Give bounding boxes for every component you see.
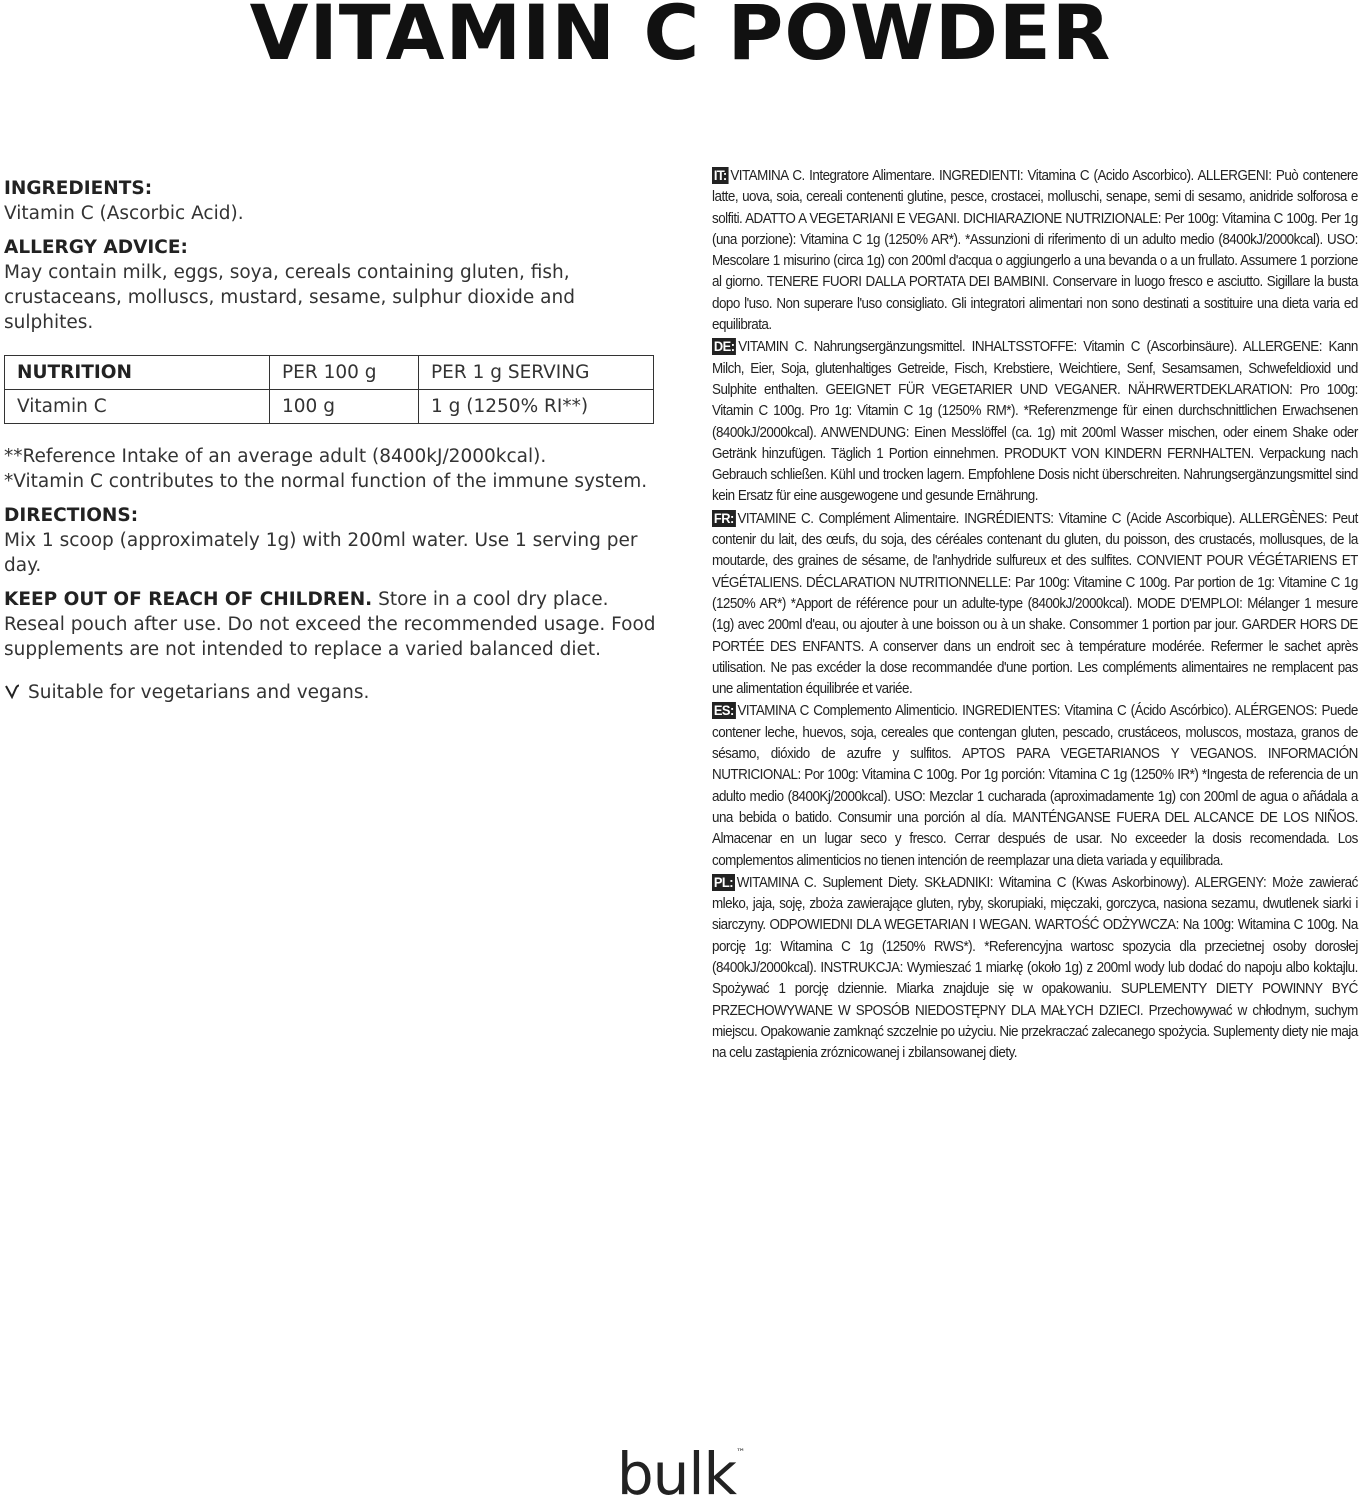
vegan-text: Suitable for vegetarians and vegans. (28, 682, 370, 703)
translation-fr (712, 509, 1358, 701)
translation-text: VITAMINE C. Complément Alimentaire. INGRÉDIENTS: Vitamine C (Acide Ascorbique). ALLERGÈNES: Peut contenir du lait, des œufs, du soja, des céréales contenant du gluten, du poisson, des crustacés, mollusques, de la moutarde, des graines de sésame, de l'anhydride sulfureux et des sulfites. CONVIENT POUR VÉGÉTARIENS ET VÉGÉTALIENS. DÉCLARATION NUTRITIONNELLE: Par 100g: Vitamine C 100g. Par portion de 1g: Vitamine C 1g (1250% AR*) *Apport de référence pour un adulte-type (8400kJ/2000kcal). MODE D'EMPLOI: Mélanger 1 mesure (1g) avec 200ml d'eau, ou ajouter à une boisson ou à un shake. Consommer 1 portion par jour. GARDER HORS DE PORTÉE DES ENFANTS. A conserver dans un endroit sec à température modérée. Refermer le sachet après utilisation. Ne pas excéder la dose recommandée d'une portion. Les compléments alimentaires ne remplacent pas une alimentation équilibrée et variée. (712, 510, 1358, 698)
translation-text: VITAMINA C. Integratore Alimentare. INGREDIENTI: Vitamina C (Acido Ascorbico). ALLERGENI: Può contenere latte, uova, soia, cereali contenenti glutine, pesce, crostacei, molluschi, senape, semi di sesamo, anidride solforosa e solfiti. ADATTO A VEGETARIANI E VEGANI. DICHIARAZIONE NUTRIZIONALE: Per 100g: Vitamina C 100g. Per 1g (una porzione): Vitamina C 1g (1250% AR*). *Assunzioni di riferimento di un adulto medio (8400kJ/2000kcal). USO: Mescolare 1 misurino (circa 1g) con 200ml d'acqua o aggiungerlo a una bevanda o a un frullato. Assumere 1 porzione al giorno. TENERE FUORI DALLA PORTATA DEI BAMBINI. Conservare in luogo fresco e asciutto. Sigillare la busta dopo l'uso. Non superare l'uso consigliato. Gli integratori alimentari non sono destinati a sostituire una dieta varia ed equilibrata. (712, 168, 1358, 334)
translation-de (712, 337, 1358, 507)
ingredients-heading: INGREDIENTS: (4, 178, 153, 199)
language-code-badge: FR: (713, 509, 734, 526)
language-code-badge: PL: (713, 873, 734, 890)
ingredients-text: Vitamin C (Ascorbic Acid). (4, 203, 244, 224)
nutrition-header-cell: PER 100 g (270, 356, 419, 390)
translation-pl (712, 873, 1358, 1065)
language-code-badge: DE: (713, 338, 735, 355)
translation-text: WITAMINA C. Suplement Diety. SKŁADNIKI: Witamina C (Kwas Askorbinowy). ALERGENY: Może zawierać mleko, jaja, soję, zboża zawierające gluten, ryby, skorupiaki, mięczaki, gorczyca, nasiona sezamu, dwutlenek siarki i siarczyny. ODPOWIEDNI DLA WEGETARIAN I WEGAN. WARTOŚĆ ODŻYWCZA: Na 100g: Witamina C 100g. Na porcję 1g: Witamina C 1g (1250% RWS*). *Referencyjna wartosc spozycia dla przecietnej osoby dorosłej (8400kJ/2000kcal). INSTRUKCJA: Wymieszać 1 miarkę (około 1g) z 200ml wody lub dodać do napoju albo koktajlu. Spożywać 1 porcję dziennie. Miarka znajduje się w opakowaniu. SUPLEMENTY DIETY POWINNY BYĆ PRZECHOWYWANE W SPOSÓB NIEDOSTĘPNY DLA MAŁYCH DZIECI. Przechowywać w chłodnym, suchym miejscu. Opakowanie zamknąć szczelnie po użyciu. Nie przekraczać zalecanego spożycia. Suplementy diety nie maja na celu zastąpienia zróznicowanej i zbilansowanej diety. (712, 874, 1358, 1062)
page-title: VITAMIN C POWDER (249, 0, 1112, 77)
nutrition-cell: 1 g (1250% RI**) (419, 390, 654, 424)
translation-text: VITAMINA C Complemento Alimenticio. INGREDIENTES: Vitamina C (Ácido Ascórbico). ALÉRGENOS: Puede contener leche, huevos, soja, cereales que contengan gluten, pescado, crustáceos, moluscos, mostaza, granos de sésamo, dióxido de azufre y sulfitos. APTOS PARA VEGETARIANOS Y VEGANOS. INFORMACIÓN NUTRICIONAL: Por 100g: Vitamina C 100g. Por 1g porción: Vitamina C 1g (1250% IR*) *Ingesta de referencia de un adulto medio (8400Kj/2000kcal). USO: Mezclar 1 cucharada (aproximadamente 1g) con 200ml de agua o añádala a una bebida o batido. Consumir una porción al día. MANTÉNGANSE FUERA DEL ALCANCE DE LOS NIÑOS. Almacenar en un lugar seco y fresco. Cerrar después de usar. No exceeder la dosis recomendada. Los complementos alimenticios no tienen intención de reemplazar una dieta variada y equilibrada. (712, 703, 1358, 869)
nutrition-header-cell: NUTRITION (5, 356, 270, 390)
translation-it (712, 166, 1358, 336)
vegan-note (4, 680, 664, 705)
english-label-section (4, 176, 664, 705)
directions-text: Mix 1 scoop (approximately 1g) with 200ml water. Use 1 serving per day. (4, 530, 638, 576)
language-code-badge: IT: (713, 167, 727, 183)
trademark-symbol: ™ (736, 1448, 745, 1458)
translation-es (712, 701, 1358, 871)
nutrition-cell: Vitamin C (5, 390, 270, 424)
nutrition-header-row (5, 356, 654, 390)
brand-logo (0, 1440, 1361, 1508)
table-row (5, 390, 654, 424)
translations-section (712, 166, 1358, 1065)
allergy-text: May contain milk, eggs, soya, cereals containing gluten, fish, crustaceans, molluscs, mustard, sesame, sulphur dioxide and sulphites. (4, 262, 575, 333)
language-code-badge: ES: (713, 702, 734, 719)
nutrition-header-cell: PER 1 g SERVING (419, 356, 654, 390)
storage-text: Store in a cool dry place. Reseal pouch after use. Do not exceed the recommended usage. Food supplements are not intended to replace a varied balanced diet. (4, 589, 656, 660)
directions-heading: DIRECTIONS: (4, 505, 139, 526)
translation-text: VITAMIN C. Nahrungsergänzungsmittel. INHALTSSTOFFE: Vitamin C (Ascorbinsäure). ALLERGENE: Kann Milch, Eier, Soja, glutenhaltiges Getreide, Fisch, Krebstiere, Weichtiere, Senf, Sesamsamen, Schwefeldioxid und Sulphite enthalten. GEEIGNET FÜR VEGETARIER UND VEGANER. NÄHRWERTDEKLARATION: Pro 100g: Vitamin C 100g. Pro 1g: Vitamin C 1g (1250% RM*). *Referenzmenge für einen durchschnittlichen Erwachsenen (8400kJ/2000kcal). ANWENDUNG: Einen Messlöffel (ca. 1g) mit 200ml Wasser mischen, oder einem Shake oder Getränk hinzufügen. Täglich 1 Portion einnehmen. PRODUKT VON KINDERN FERNHALTEN. Verpackung nach Gebrauch schließen. Kühl und trocken lagern. Empfohlene Dosis nicht überschreiten. Nahrungsergänzungsmittel sind kein Ersatz für eine ausgewogene und gesunde Ernährung. (712, 339, 1358, 505)
vegan-icon (4, 680, 28, 705)
nutrition-cell: 100 g (270, 390, 419, 424)
storage-paragraph (4, 587, 664, 662)
footnote-immune: *Vitamin C contributes to the normal function of the immune system. (4, 471, 648, 492)
allergy-heading: ALLERGY ADVICE: (4, 237, 188, 258)
nutrition-table (4, 355, 654, 424)
footnote-reference-intake: **Reference Intake of an average adult (8400kJ/2000kcal). (4, 446, 547, 467)
brand-name: bulk (616, 1440, 737, 1508)
children-warning: KEEP OUT OF REACH OF CHILDREN. (4, 589, 373, 610)
